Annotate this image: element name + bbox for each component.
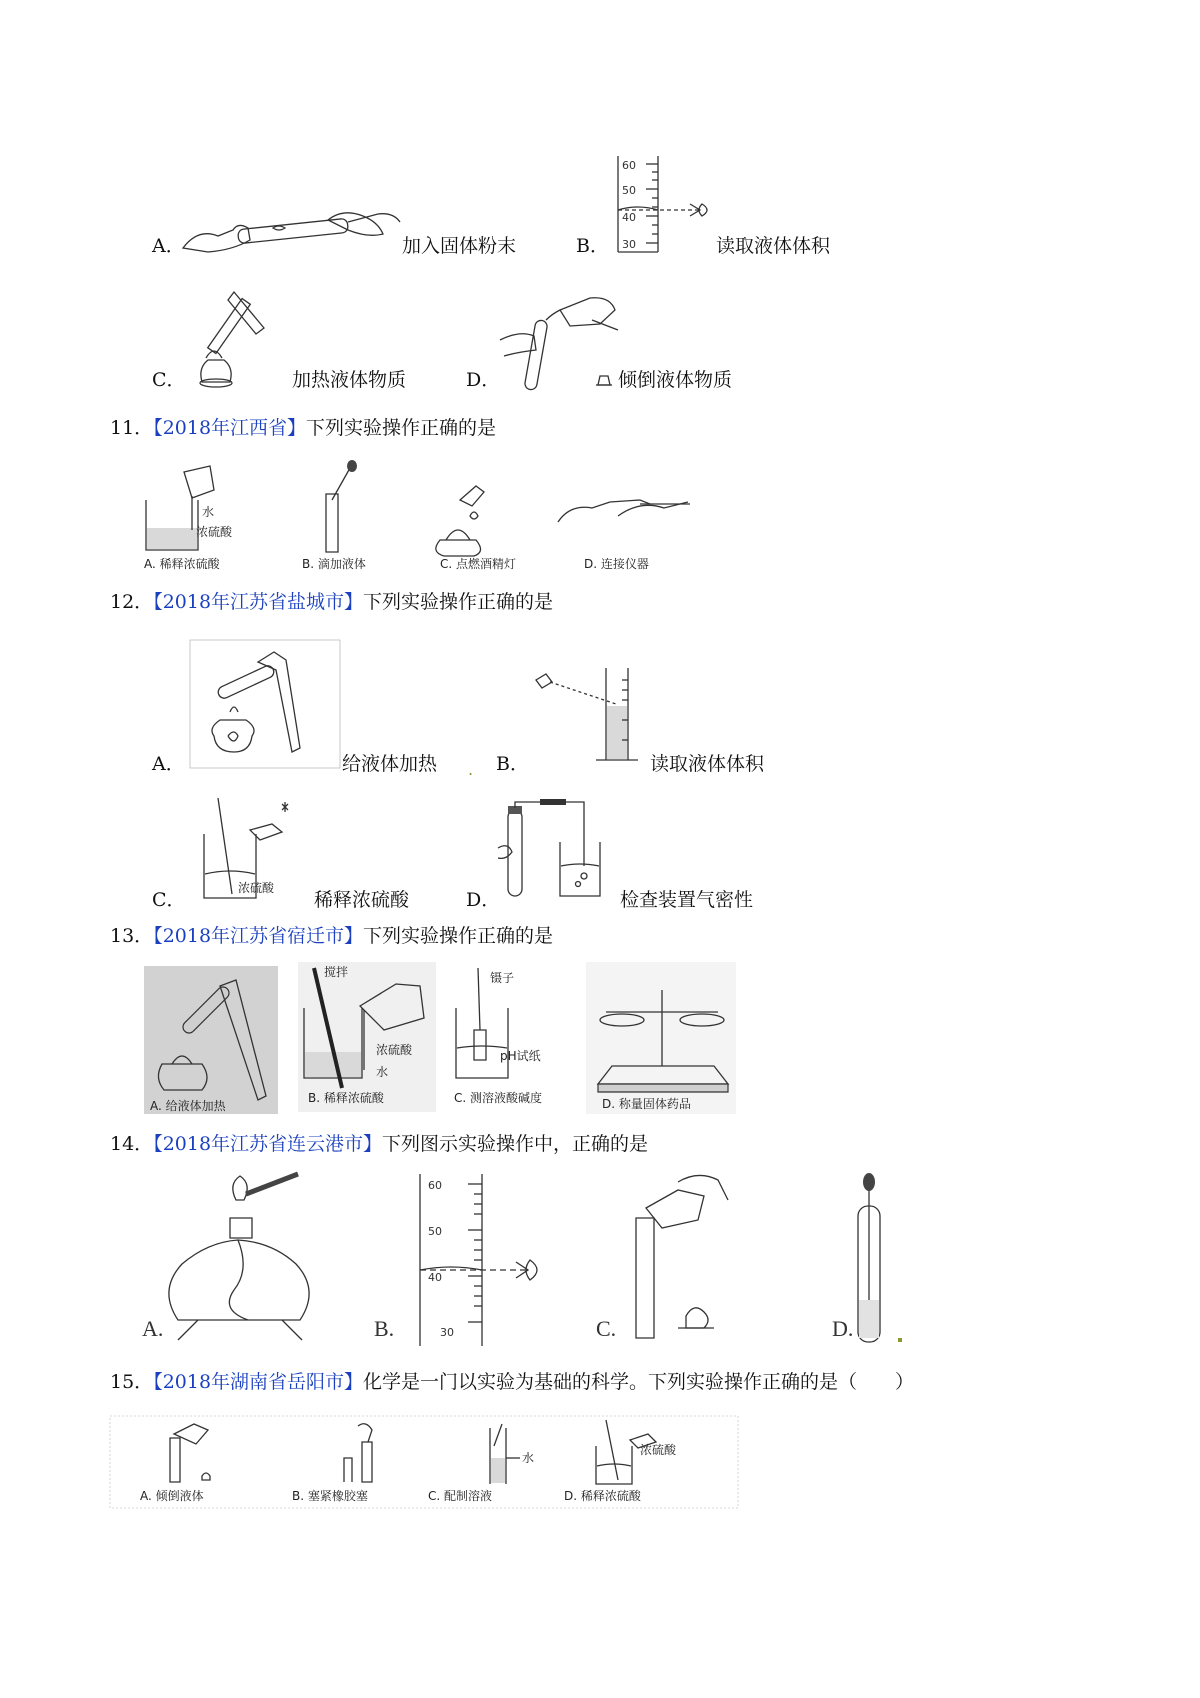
q13-caption-b: B. 稀释浓硫酸 bbox=[308, 1091, 384, 1105]
q13-source: 【2018年江苏省宿迁市】 bbox=[153, 925, 364, 947]
q14-d-drawing bbox=[832, 1173, 902, 1342]
q13-number: 13． bbox=[110, 925, 154, 947]
q13-c-clip-label: 镊子 bbox=[490, 971, 515, 985]
q11-a-drawing bbox=[146, 466, 233, 550]
q13-heading bbox=[110, 924, 553, 948]
q15-heading bbox=[110, 1370, 914, 1394]
q14-stem: 下列图示实验操作中，正确的是 bbox=[382, 1133, 649, 1155]
q12-d-desc: 检查装置气密性 bbox=[620, 889, 754, 911]
q10-a-figure bbox=[178, 200, 403, 260]
q11-source: 【2018年江西省】 bbox=[153, 417, 307, 439]
q15-source: 【2018年湖南省岳阳市】 bbox=[153, 1371, 364, 1393]
q14-tick-30: 30 bbox=[440, 1326, 454, 1339]
q10-b-tick-40: 40 bbox=[622, 211, 636, 224]
q12-a-figure bbox=[190, 640, 340, 768]
q12-heading bbox=[110, 590, 553, 614]
q10-d-desc: 倾倒液体物质 bbox=[618, 369, 733, 391]
q10-c-figure bbox=[194, 288, 274, 393]
q11-figure-strip bbox=[140, 460, 710, 572]
q13-b-water-label: 水 bbox=[376, 1065, 389, 1079]
q13-c-drawing bbox=[454, 968, 542, 1105]
q14-number: 14． bbox=[110, 1133, 154, 1155]
q12-c-letter: C． bbox=[152, 889, 186, 911]
q15-b-drawing bbox=[344, 1424, 372, 1482]
q11-stem: 下列实验操作正确的是 bbox=[306, 417, 497, 439]
q15-stem: 化学是一门以实验为基础的科学。下列实验操作正确的是（ ） bbox=[363, 1371, 915, 1393]
q12-a-desc: 给液体加热 bbox=[342, 753, 438, 775]
q13-c-ph-label: pH试纸 bbox=[500, 1049, 541, 1063]
q10-b-tick-60: 60 bbox=[622, 159, 636, 172]
q13-caption-d: D. 称量固体药品 bbox=[602, 1097, 691, 1111]
q10-b-tick-30: 30 bbox=[622, 238, 636, 251]
q13-caption-c: C. 测溶液酸碱度 bbox=[454, 1091, 543, 1105]
q10-b-desc: 读取液体体积 bbox=[716, 235, 831, 257]
q11-caption-d: D. 连接仪器 bbox=[584, 557, 649, 571]
q13-a-drawing bbox=[144, 966, 278, 1114]
q15-number: 15． bbox=[110, 1371, 154, 1393]
q12-a-letter: A． bbox=[152, 753, 185, 775]
q12-d-letter: D． bbox=[466, 889, 501, 911]
q12-stem: 下列实验操作正确的是 bbox=[363, 591, 554, 613]
q11-d-drawing bbox=[558, 500, 690, 522]
q14-heading bbox=[110, 1132, 648, 1156]
q15-figure-strip bbox=[110, 1416, 738, 1508]
q13-b-stir-label: 搅拌 bbox=[324, 965, 349, 979]
q12-b-letter: B． bbox=[496, 753, 529, 775]
q13-b-acid-label: 浓硫酸 bbox=[376, 1043, 413, 1057]
q14-tick-40: 40 bbox=[428, 1271, 442, 1284]
q15-c-water-label: 水 bbox=[522, 1451, 535, 1465]
q14-tick-60: 60 bbox=[428, 1179, 442, 1192]
q10-c-letter: C． bbox=[152, 369, 186, 391]
q12-c-desc: 稀释浓硫酸 bbox=[314, 889, 410, 911]
q14-letter-b: B. bbox=[374, 1316, 395, 1341]
q15-a-drawing bbox=[170, 1424, 210, 1482]
q11-b-drawing bbox=[326, 460, 357, 552]
q13-b-drawing bbox=[298, 962, 436, 1112]
q15-d-acid-label: 浓硫酸 bbox=[640, 1443, 677, 1457]
q14-letter-c: C. bbox=[596, 1316, 617, 1341]
q11-a-acid-label: 浓硫酸 bbox=[196, 525, 233, 539]
q14-letter-a: A. bbox=[142, 1316, 164, 1341]
q14-a-drawing bbox=[142, 1174, 309, 1341]
q13-caption-a: A. 给液体加热 bbox=[150, 1099, 226, 1113]
q13-figure-strip bbox=[128, 960, 748, 1116]
q10-a-desc: 加入固体粉末 bbox=[402, 235, 517, 257]
q12-b-desc: 读取液体体积 bbox=[650, 753, 765, 775]
q11-caption-c: C. 点燃酒精灯 bbox=[440, 557, 517, 571]
q10-b-cylinder-figure bbox=[612, 152, 717, 257]
q15-c-drawing bbox=[490, 1424, 534, 1484]
q11-number: 11． bbox=[110, 417, 154, 439]
q13-stem: 下列实验操作正确的是 bbox=[363, 925, 554, 947]
q13-d-drawing bbox=[586, 962, 736, 1114]
q12-stray-mark: . bbox=[468, 760, 474, 779]
q14-b-drawing bbox=[374, 1174, 537, 1346]
q14-figure-strip bbox=[138, 1170, 978, 1346]
q12-b-figure bbox=[532, 660, 652, 770]
q11-c-drawing bbox=[436, 486, 484, 556]
q12-number: 12． bbox=[110, 591, 154, 613]
q10-b-letter: B． bbox=[576, 235, 609, 257]
q14-source: 【2018年江苏省连云港市】 bbox=[153, 1133, 383, 1155]
q10-c-desc: 加热液体物质 bbox=[292, 369, 407, 391]
q15-d-drawing bbox=[596, 1420, 677, 1484]
q10-a-letter: A． bbox=[152, 235, 185, 257]
q14-tick-50: 50 bbox=[428, 1225, 442, 1238]
q14-letter-d: D. bbox=[832, 1316, 854, 1341]
q15-caption-a: A. 倾倒液体 bbox=[140, 1489, 204, 1503]
q12-d-figure bbox=[498, 796, 608, 906]
q14-c-drawing bbox=[596, 1175, 728, 1341]
q12-c-acid-label: 浓硫酸 bbox=[238, 881, 275, 895]
q11-a-water-label: 水 bbox=[202, 505, 215, 519]
q12-source: 【2018年江苏省盐城市】 bbox=[153, 591, 364, 613]
q15-caption-c: C. 配制溶液 bbox=[428, 1489, 493, 1503]
q11-heading bbox=[110, 416, 496, 440]
q12-c-figure bbox=[196, 796, 306, 906]
q11-caption-b: B. 滴加液体 bbox=[302, 557, 366, 571]
q15-caption-b: B. 塞紧橡胶塞 bbox=[292, 1489, 368, 1503]
q15-caption-d: D. 稀释浓硫酸 bbox=[564, 1489, 641, 1503]
q10-d-letter: D． bbox=[466, 369, 501, 391]
q10-b-tick-50: 50 bbox=[622, 184, 636, 197]
q11-caption-a: A. 稀释浓硫酸 bbox=[144, 557, 220, 571]
q10-d-stopper-icon bbox=[595, 373, 613, 387]
